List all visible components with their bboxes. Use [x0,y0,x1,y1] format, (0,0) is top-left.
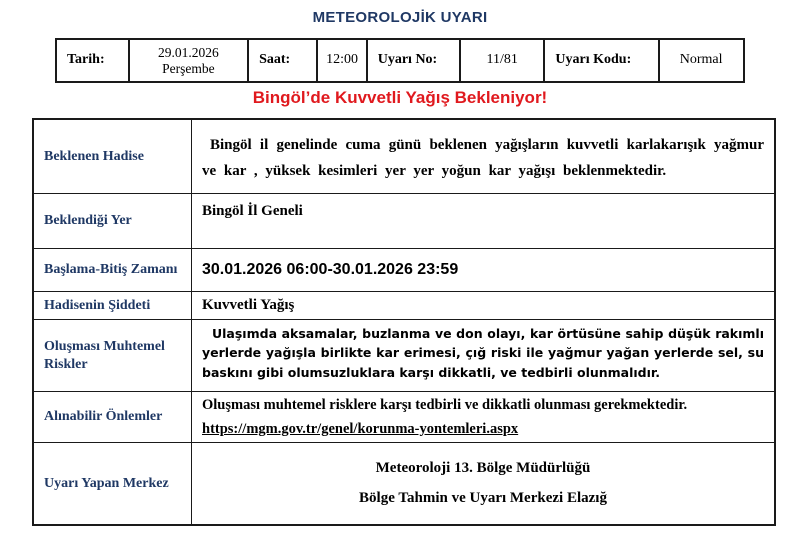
table-row-start-end-time [34,249,774,292]
row-label-precautions: Alınabilir Önlemler [34,392,192,442]
info-bar [55,38,745,83]
row-label-issuing-center: Uyarı Yapan Merkez [34,443,192,524]
warning-no-label: Uyarı No: [368,40,461,81]
time-value: 12:00 [318,40,367,81]
row-value-precautions [192,392,774,442]
row-label-expected-event: Beklenen Hadise [34,120,192,193]
date-value-line1: 29.01.2026 [158,44,219,60]
time-label: Saat: [249,40,318,81]
table-row-issuing-center [34,443,774,524]
table-row-possible-risks [34,320,774,392]
table-row-expected-location [34,194,774,249]
date-value [130,40,249,81]
warning-no-value: 11/81 [461,40,545,81]
issuing-center-line2: Bölge Tahmin ve Uyarı Merkezi Elazığ [359,490,607,506]
warning-code-value: Normal [679,52,723,68]
row-value-issuing-center [192,443,774,524]
row-label-expected-location: Beklendiği Yer [34,194,192,248]
page-title: METEOROLOJİK UYARI [312,9,488,26]
row-value-possible-risks: Ulaşımda aksamalar, buzlanma ve don olayı, kar örtüsüne sahip düşük rakımlı yerlerde yağışla birlikte kar erimesi, çığ riski ile yağmur yağan yerlerde sel, su baskını gibi olumsuzluklara karşı dikkatli, ve tedbirli olunmalıdır. [202,326,764,380]
details-table [32,118,776,526]
table-row-expected-event [34,120,774,194]
alert-headline: Bingöl’de Kuvvetli Yağış Bekleniyor! [252,88,548,107]
row-label-event-severity: Hadisenin Şiddeti [34,292,192,319]
warning-code-label: Uyarı Kodu: [545,40,660,81]
row-value-expected-event: Bingöl il genelinde cuma günü beklenen yağışların kuvvetli karlakarışık yağmur ve kar , yüksek kesimleri yer yer yoğun kar yağışı beklenmektedir. [202,137,764,180]
date-label: Tarih: [57,40,130,81]
row-value-expected-location: Bingöl İl Geneli [202,203,303,219]
table-row-event-severity [34,292,774,320]
date-value-line2: Perşembe [162,60,215,76]
row-label-start-end-time: Başlama-Bitiş Zamanı [34,249,192,291]
precautions-text: Oluşması muhtemel risklere karşı tedbirli ve dikkatli olunması gerekmektedir. [202,397,688,413]
issuing-center-line1: Meteoroloji 13. Bölge Müdürlüğü [375,460,591,476]
row-value-event-severity: Kuvvetli Yağış [202,297,295,313]
row-value-start-end-time: 30.01.2026 06:00-30.01.2026 23:59 [202,261,459,278]
row-label-possible-risks: Oluşması Muhtemel Riskler [34,320,192,391]
table-row-precautions [34,392,774,443]
protection-methods-link[interactable]: https://mgm.gov.tr/genel/korunma-yontemleri.aspx [202,421,519,437]
